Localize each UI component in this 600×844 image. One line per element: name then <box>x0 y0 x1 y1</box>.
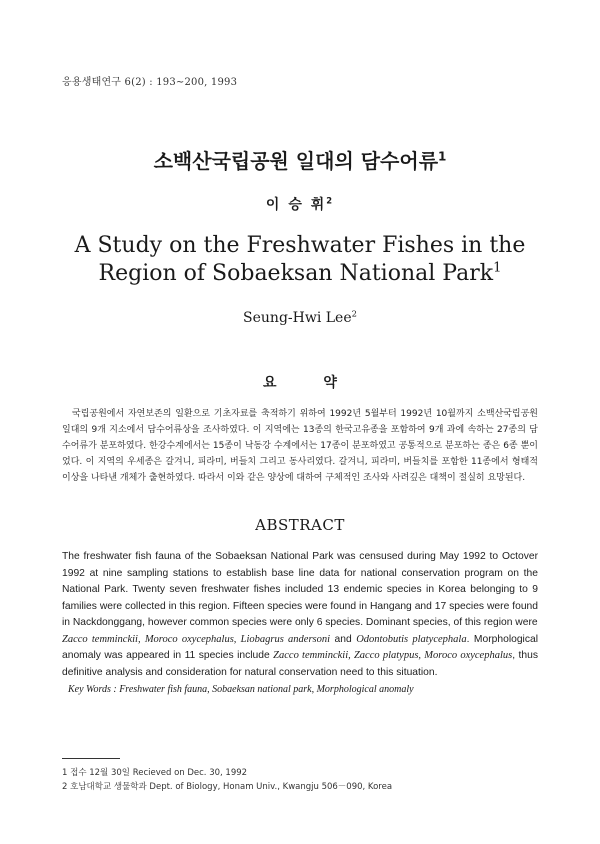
english-title-line-1: A Study on the Freshwater Fishes in the <box>74 233 526 258</box>
english-title <box>0 232 600 288</box>
english-title-line-2 <box>0 260 600 288</box>
korean-author <box>0 194 600 214</box>
abstract-text-part-4: , thus definitive analysis and consideration for natural conservation need to this situation. <box>62 650 539 678</box>
korean-title <box>0 145 600 174</box>
korean-abstract-body: 국립공원에서 자연보존의 일환으로 기초자료를 축적하기 위하여 1992년 5월부터 1992년 10월까지 소백산국립공원 일대의 9개 지소에서 담수어류상을 조사하였다. 이 지역에는 13종의 한국고유종을 포함하여 9개 과에 속하는 27종의 담수어류가 분포하였다. 한강수계에서는 15종이 낙동강 수계에서는 17종이 분포하였고 공통적으로 분포하는 종은 6종 뿐이었다. 이 지역의 우세종은 갈겨니, 피라미, 버들치 그리고 동사리였다. 갈겨니, 피라미, 버들치를 포함한 11종에서 형태적 이상을 나타낸 개체가 출현하였다. 따라서 이와 같은 양상에 대하여 구체적인 조사와 사려깊은 대책이 절실히 요망된다. <box>62 409 538 483</box>
abstract-text-part-3: . Morphological anomaly was appeared in 11 species include <box>62 633 539 661</box>
korean-title-footnote-mark: 1 <box>438 149 447 164</box>
korean-title-text: 소백산국립공원 일대의 담수어류 <box>153 149 439 173</box>
journal-citation: 응용생태연구 6(2) : 193∼200, 1993 <box>62 77 238 88</box>
key-words: Key Words : Freshwater fish fauna, Sobaeksan national park, Morphological anomaly <box>68 684 414 695</box>
english-author-footnote-mark: 2 <box>351 308 357 319</box>
korean-author-name: 이 승 휘 <box>265 197 327 213</box>
english-author-name: Seung-Hwi Lee <box>243 310 352 326</box>
footnote-1: 1 접수 12월 30일 Recieved on Dec. 30, 1992 <box>62 768 248 778</box>
abstract-body <box>62 549 538 681</box>
korean-abstract-heading: 요 약 <box>263 375 337 391</box>
abstract-text-part-2: and <box>330 633 357 645</box>
abstract-heading: ABSTRACT <box>255 516 345 534</box>
footnote-2: 2 호남대학교 생물학과 Dept. of Biology, Honam Univ., Kwangju 506－090, Korea <box>62 782 393 792</box>
abstract-text-part-1: The freshwater fish fauna of the Sobaeksan National Park was censused during May 1992 to Octover 1992 at nine sampling stations to establish base line data for national conservation program on the National Park. Twenty seven freshwater fishes included 13 endemic species in Korea belonging to 9 families were collected in this region. Fifteen species were found in Hangang and 17 species were found in Nackdonggang, however common species were only 6 species. Dominant species, of this region were <box>62 551 538 628</box>
abstract-species-list-3: Zacco temminckii, Zacco platypus, Moroco oxycephalus <box>273 650 513 661</box>
footnote-divider <box>62 758 120 759</box>
footnotes <box>62 766 392 794</box>
abstract-species-list-2: Odontobutis platycephala <box>356 633 467 645</box>
english-author <box>0 310 600 326</box>
english-title-line-2-text: Region of Sobaeksan National Park <box>98 261 494 286</box>
korean-author-footnote-mark: 2 <box>326 195 335 206</box>
abstract-species-list-1: Zacco temminckii, Moroco oxycephalus, Liobagrus andersoni <box>62 633 331 645</box>
english-title-footnote-mark: 1 <box>493 260 502 276</box>
